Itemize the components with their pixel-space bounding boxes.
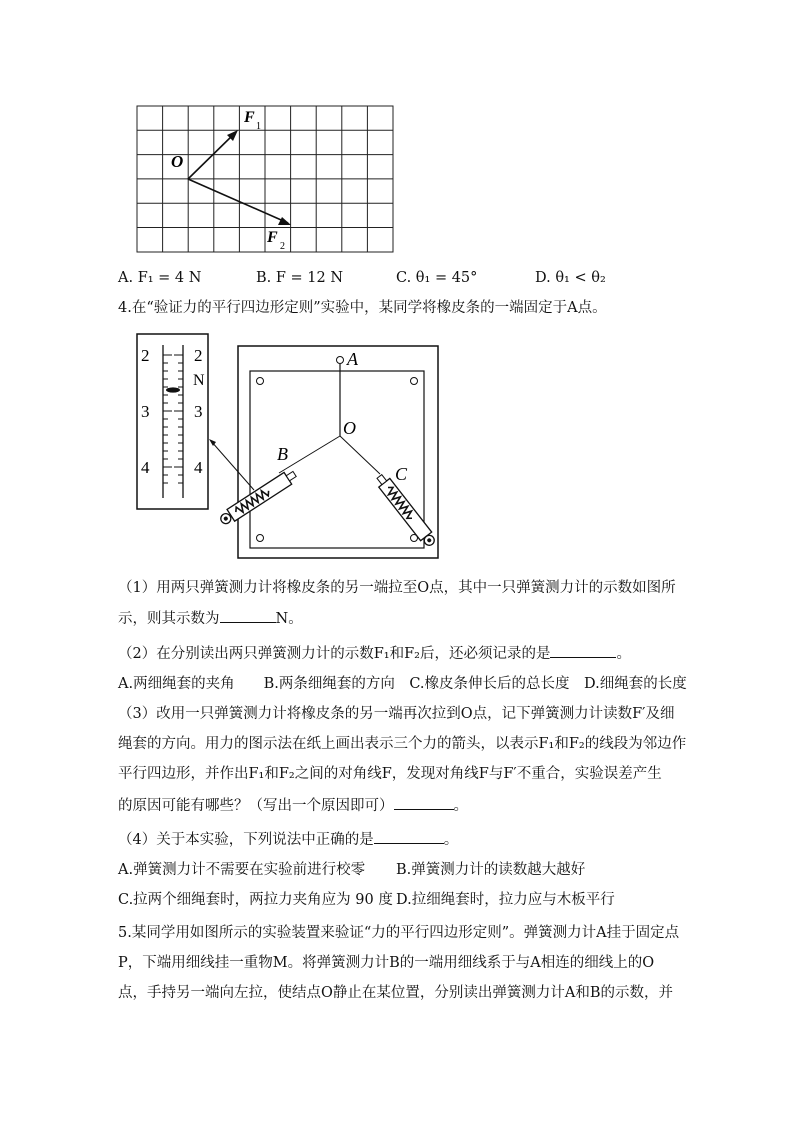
q4-1-line2 — [118, 608, 303, 629]
scale-pointer — [166, 387, 180, 392]
answer-blank-3[interactable] — [394, 795, 454, 810]
scale-mark-2-left: 2 — [141, 346, 150, 365]
q4-4-opt-d: D.拉细绳套时，拉力应与木板平行 — [396, 892, 615, 908]
q4-3-end: 。 — [453, 798, 468, 814]
scale-mark-3-right: 3 — [194, 402, 203, 421]
q4-4-line — [118, 829, 458, 850]
answer-blank-1[interactable] — [220, 608, 276, 623]
scale-unit: N — [193, 372, 205, 389]
scale-mark-3-left: 3 — [141, 402, 150, 421]
label-f2: F — [267, 229, 278, 246]
label-f2-sub: 2 — [280, 241, 285, 252]
option-d: D. θ₁ < θ₂ — [535, 270, 606, 286]
q4-3-line2: 绳套的方向。用力的图示法在纸上画出表示三个力的箭头，以表示F₁和F₂的线段为邻边作 — [118, 736, 687, 752]
q4-3-line4 — [118, 795, 468, 816]
q4-4-opt-b: B.弹簧测力计的读数越大越好 — [396, 862, 586, 878]
label-c: C — [395, 464, 408, 484]
q4-3-line4-text: 的原因可能有哪些？（写出一个原因即可） — [118, 798, 394, 814]
option-b: B. F = 12 N — [256, 270, 344, 286]
q5-line3: 点，手持另一端向左拉，使结点O静止在某位置，分别读出弹簧测力计A和B的示数，并 — [118, 985, 674, 1001]
label-b: B — [277, 444, 288, 464]
label-o: O — [171, 152, 184, 171]
q4-1-line1: （1）用两只弹簧测力计将橡皮条的另一端拉至O点，其中一只弹簧测力计的示数如图所 — [118, 580, 676, 596]
q5-line2: P，下端用细线挂一重物M。将弹簧测力计B的一端用细线系于与A相连的细线上的O — [118, 955, 655, 971]
q4-1-line2b: N。 — [275, 611, 303, 627]
point-a-pin — [337, 357, 344, 364]
q4-1-line2a: 示，则其示数为 — [118, 611, 220, 627]
q4-4-end: 。 — [443, 832, 459, 848]
q4-2-options: A.两细绳套的夹角 B.两条细绳套的方向 C.橡皮条伸长后的总长度 D.细绳套的长度 — [118, 676, 687, 692]
option-c: C. θ₁ = 45° — [396, 270, 478, 286]
label-a: A — [347, 349, 358, 369]
q4-intro: 4.在“验证力的平行四边形定则”实验中，某同学将橡皮条的一端固定于A点。 — [118, 300, 607, 316]
option-a: A. F₁ = 4 N — [118, 270, 202, 286]
scale-mark-4-left: 4 — [141, 458, 150, 477]
wooden-board — [238, 346, 438, 558]
q4-4-opt-a: A.弹簧测力计不需要在实验前进行校零 — [118, 862, 366, 878]
q5-line1: 5.某同学用如图所示的实验装置来验证“力的平行四边形定则”。弹簧测力计A挂于固定点 — [118, 925, 680, 941]
label-o-2: O — [343, 418, 356, 438]
q4-4-text: （4）关于本实验，下列说法中正确的是 — [118, 832, 374, 848]
answer-blank-2[interactable] — [550, 643, 616, 658]
scale-mark-2-right: 2 — [194, 346, 203, 365]
experiment-figure — [136, 333, 446, 561]
q4-3-line1: （3）改用一只弹簧测力计将橡皮条的另一端再次拉到O点，记下弹簧测力计读数F′及细 — [118, 706, 675, 722]
q4-2-text: （2）在分别读出两只弹簧测力计的示数F₁和F₂后，还必须记录的是 — [118, 646, 551, 662]
answer-blank-4[interactable] — [374, 829, 444, 844]
spring-scale-b — [218, 468, 299, 527]
label-f1-sub: 1 — [256, 121, 261, 132]
options-row — [118, 268, 718, 288]
q4-2-end: 。 — [616, 646, 631, 662]
force-grid-figure — [136, 105, 396, 255]
q4-4-opt-c: C.拉两个细绳套时，两拉力夹角应为 90 度 — [118, 892, 393, 908]
q4-2-line — [118, 643, 631, 664]
scale-mark-4-right: 4 — [194, 458, 203, 477]
label-f1: F — [244, 109, 255, 126]
q4-3-line3: 平行四边形，并作出F₁和F₂之间的对角线F，发现对角线F与F′不重合，实验误差产生 — [118, 766, 662, 782]
